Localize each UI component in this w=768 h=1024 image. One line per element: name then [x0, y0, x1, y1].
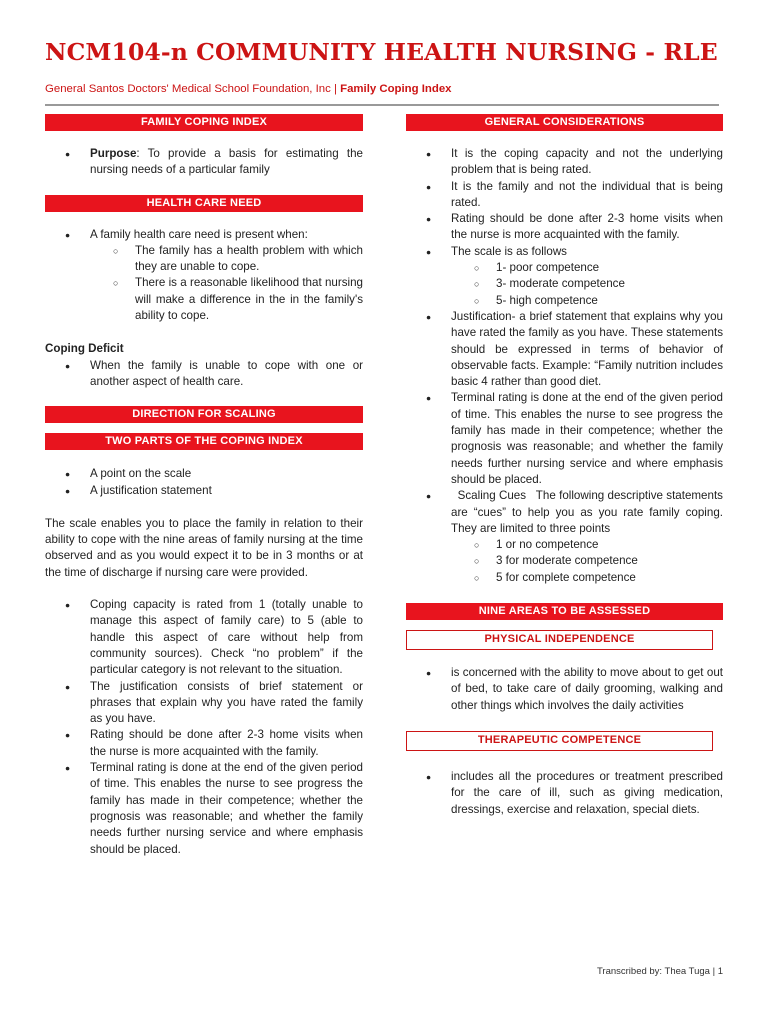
list-item: ○ 5 for complete competence [451, 570, 723, 586]
section-header-physical-independence: PHYSICAL INDEPENDENCE [406, 630, 713, 650]
list-item [406, 488, 727, 586]
list-item: ● Rating should be done after 2-3 home visits when the nurse is more acquainted with the family. [406, 211, 723, 244]
page-footer: Transcribed by: Thea Tuga | 1 [596, 966, 723, 977]
section-header-two-parts: TWO PARTS OF THE COPING INDEX [45, 433, 363, 450]
scaling-cues-text: Scaling Cues The following descriptive statements are “cues” to help you as you rate family coping. They are limited to three points [451, 489, 727, 535]
purpose-label: Purpose [90, 147, 137, 160]
purpose-text: : To provide a basis for estimating the nursing needs of a particular family [90, 147, 363, 177]
list-item: ● is concerned with the ability to move about to get out of bed, to take care of daily grooming, walking and other things which involves the daily activities [406, 665, 723, 714]
list-item: ○ The family has a health problem with which they are unable to cope. [90, 243, 363, 276]
page-subtitle [45, 81, 452, 97]
section-header-health-care-need: HEALTH CARE NEED [45, 195, 363, 212]
scale-paragraph: The scale enables you to place the family in relation to their ability to cope with the nine areas of family nursing at the time observed and as you would expect it to be in 3 months or at the time of discharge if nursing care were provided. [45, 516, 363, 579]
section-header-direction-for-scaling: DIRECTION FOR SCALING [45, 406, 363, 423]
list-item: ● Rating should be done after 2-3 home visits when the nurse is more acquainted with the family. [45, 727, 363, 760]
section-header-nine-areas: NINE AREAS TO BE ASSESSED [406, 603, 723, 620]
list-item: ○ 3 for moderate competence [451, 553, 723, 569]
two-parts-list [45, 466, 363, 499]
cues-sublist [451, 537, 723, 586]
rules-list [45, 597, 363, 858]
scale-sublist [451, 260, 723, 309]
left-column [45, 114, 363, 858]
list-item: ○ There is a reasonable likelihood that nursing will make a difference in the in the family's ability to cope. [90, 275, 363, 324]
list-item: ● Terminal rating is done at the end of the given period of time. This enables the nurse to see progress the family has made in their competence; whether the prognosis was reasonable; and whether the family needs further nursing service and where emphasis should be placed. [45, 760, 363, 858]
list-item: ○ 5- high competence [451, 293, 723, 309]
list-item: ● includes all the procedures or treatment prescribed for the care of ill, such as giving medication, dressings, exercise and relaxation, special diets. [406, 769, 723, 818]
purpose-list [45, 146, 363, 179]
scale-intro: The scale is as follows [451, 244, 567, 258]
physical-independence-list [406, 665, 723, 714]
list-item: ○ 1 or no competence [451, 537, 723, 553]
list-item: ● It is the coping capacity and not the underlying problem that is being rated. [406, 146, 723, 179]
purpose-item [45, 146, 363, 179]
health-care-need-sublist [90, 243, 363, 324]
list-item: ● When the family is unable to cope with one or another aspect of health care. [45, 358, 363, 391]
coping-deficit-label: Coping Deficit [45, 342, 124, 356]
right-column [406, 114, 727, 818]
section-header-therapeutic-competence: THERAPEUTIC COMPETENCE [406, 731, 713, 751]
list-item [45, 227, 363, 325]
list-item: ● A justification statement [45, 483, 363, 499]
list-item: ● It is the family and not the individual that is being rated. [406, 179, 723, 212]
section-header-family-coping-index: FAMILY COPING INDEX [45, 114, 363, 131]
list-item: ○ 3- moderate competence [451, 276, 723, 292]
header-divider [45, 104, 719, 106]
topic-name: Family Coping Index [340, 83, 452, 95]
coping-deficit-list [45, 358, 363, 391]
list-item: ● A point on the scale [45, 466, 363, 482]
list-item: ● Coping capacity is rated from 1 (totally unable to manage this aspect of family care) to 5 (able to handle this aspect of care without help from community sources). Check “no problem” if the particular category is not relevant to the situation. [45, 597, 363, 678]
school-name: General Santos Doctors' Medical School Foundation, Inc | [45, 83, 341, 95]
list-item [406, 244, 723, 309]
health-care-need-intro: A family health care need is present when: [90, 227, 308, 241]
list-item: ● Justification- a brief statement that explains why you have rated the family as you have. These statements should be expressed in terms of behavior of observable facts. Example: “Family nutrition includes basic 4 rather than good diet. [406, 309, 723, 390]
list-item: ○ 1- poor competence [451, 260, 723, 276]
section-header-general-considerations: GENERAL CONSIDERATIONS [406, 114, 723, 131]
list-item: ● Terminal rating is done at the end of the given period of time. This enables the nurse to see progress the family has made in their competence; whether the prognosis was reasonable; and whether the family needs further nursing service and where emphasis should be placed. [406, 390, 723, 488]
page-title: NCM104-n COMMUNITY HEALTH NURSING - RLE [45, 38, 718, 66]
general-considerations-list [406, 146, 727, 586]
health-care-need-list [45, 227, 363, 325]
therapeutic-competence-list [406, 769, 723, 818]
list-item: ● The justification consists of brief statement or phrases that explain why you have rated the family as you have. [45, 679, 363, 728]
